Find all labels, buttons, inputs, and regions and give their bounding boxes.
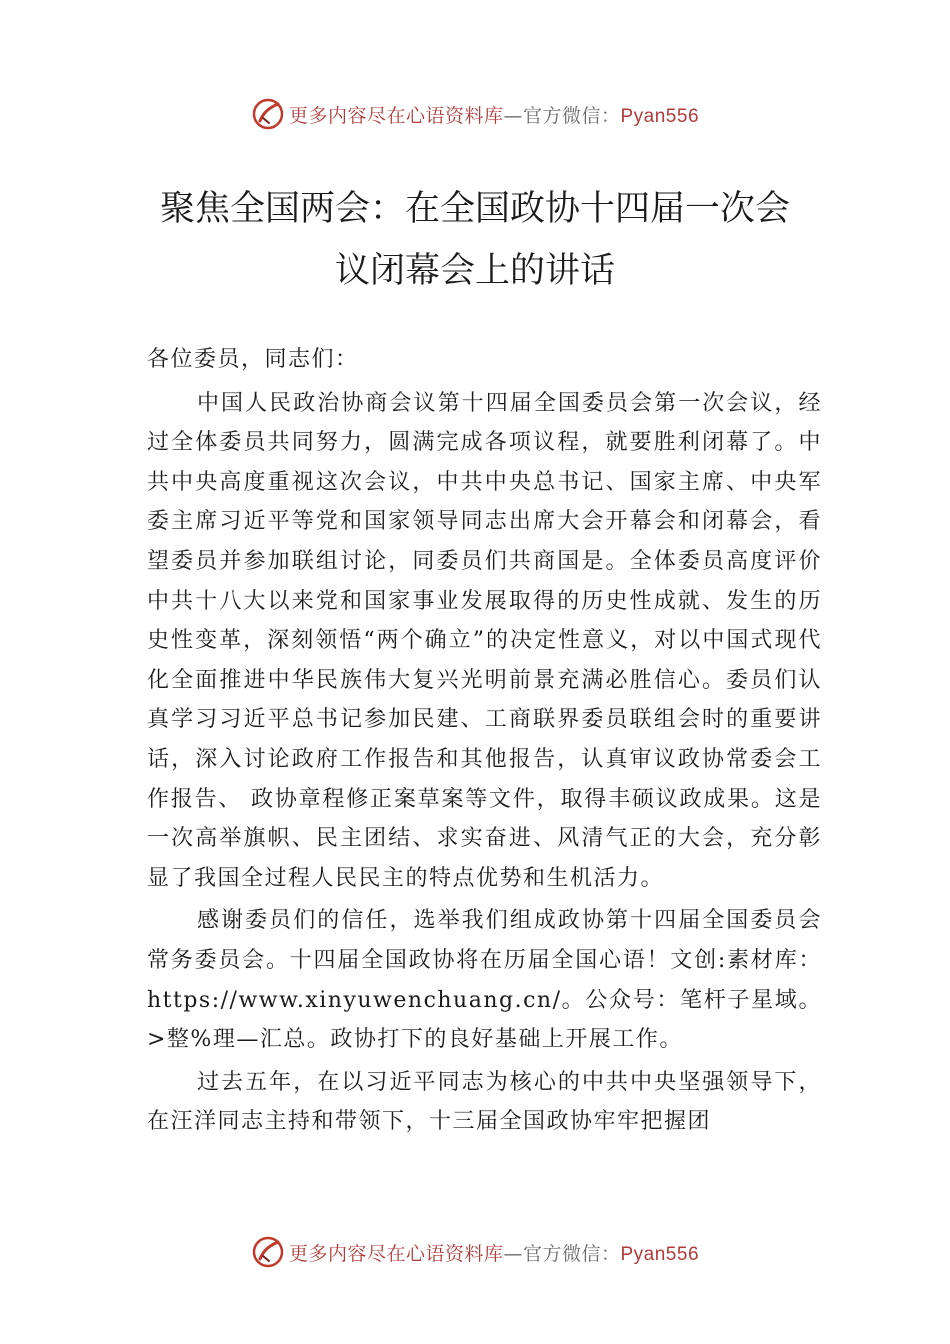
watermark-text — [289, 101, 699, 128]
watermark-brand: 更多内容尽在心语资料库 — [288, 104, 504, 127]
greeting: 各位委员，同志们： — [147, 347, 359, 372]
paragraph: 中国人民政治协商会议第十四届全国委员会第一次会议，经过全体委员共同努力，圆满完成各项议程，就要胜利闭幕了。中共中央高度重视这次会议，中共中央总书记、国家主席、中央军委主席习近平等党和国家领导同志出席大会开幕会和闭幕会，看望委员并参加联组讨论，同委员们共商国是。全体委员高度评价中共十八大以来党和国家事业发展取得的历史性成就、发生的历史性变革，深刻领悟“两个确立”的决定性意义，对以中国式现代化全面推进中华民族伟大复兴光明前景充满必胜信心。委员们认真学习习近平总书记参加民建、工商联界委员联组会时的重要讲话，深入讨论政府工作报告和其他报告，认真审议政协常委会工作报告、 政协章程修正案草案等文件，取得丰硕议政成果。这是一次高举旗帜、民主团结、求实奋进、风清气正的大会，充分彰显了我国全过程人民民主的特点优势和生机活力。 — [147, 390, 822, 891]
brush-logo-icon — [251, 1235, 285, 1269]
watermark-wechat-id: Pyan556 — [620, 1243, 700, 1265]
title-line-2: 议闭幕会上的讲话 — [334, 251, 615, 291]
document-body — [147, 340, 822, 1142]
paragraph: 感谢委员们的信任，选举我们组成政协第十四届全国委员会常务委员会。十四届全国政协将在历届全国心语！文创:素材库：https://www.xinyuwenchuang.cn/。公众号：笔杆子星域。>整%理—汇总。政协打下的良好基础上开展工作。 — [147, 908, 822, 1053]
watermark-text — [289, 1239, 699, 1266]
watermark-wechat-id: Pyan556 — [620, 105, 700, 127]
header-watermark — [0, 94, 950, 134]
title-line-1: 聚焦全国两会：在全国政协十四届一次会 — [159, 189, 790, 229]
watermark-separator: —官方微信： — [503, 104, 621, 127]
footer-watermark — [0, 1232, 950, 1272]
document-title — [0, 178, 950, 302]
watermark-brand: 更多内容尽在心语资料库 — [288, 1242, 504, 1265]
brush-logo-icon — [251, 97, 285, 131]
paragraph: 过去五年，在以习近平同志为核心的中共中央坚强领导下，在汪洋同志主持和带领下，十三届全国政协牢牢把握团 — [147, 1069, 822, 1135]
watermark-separator: —官方微信： — [503, 1242, 621, 1265]
